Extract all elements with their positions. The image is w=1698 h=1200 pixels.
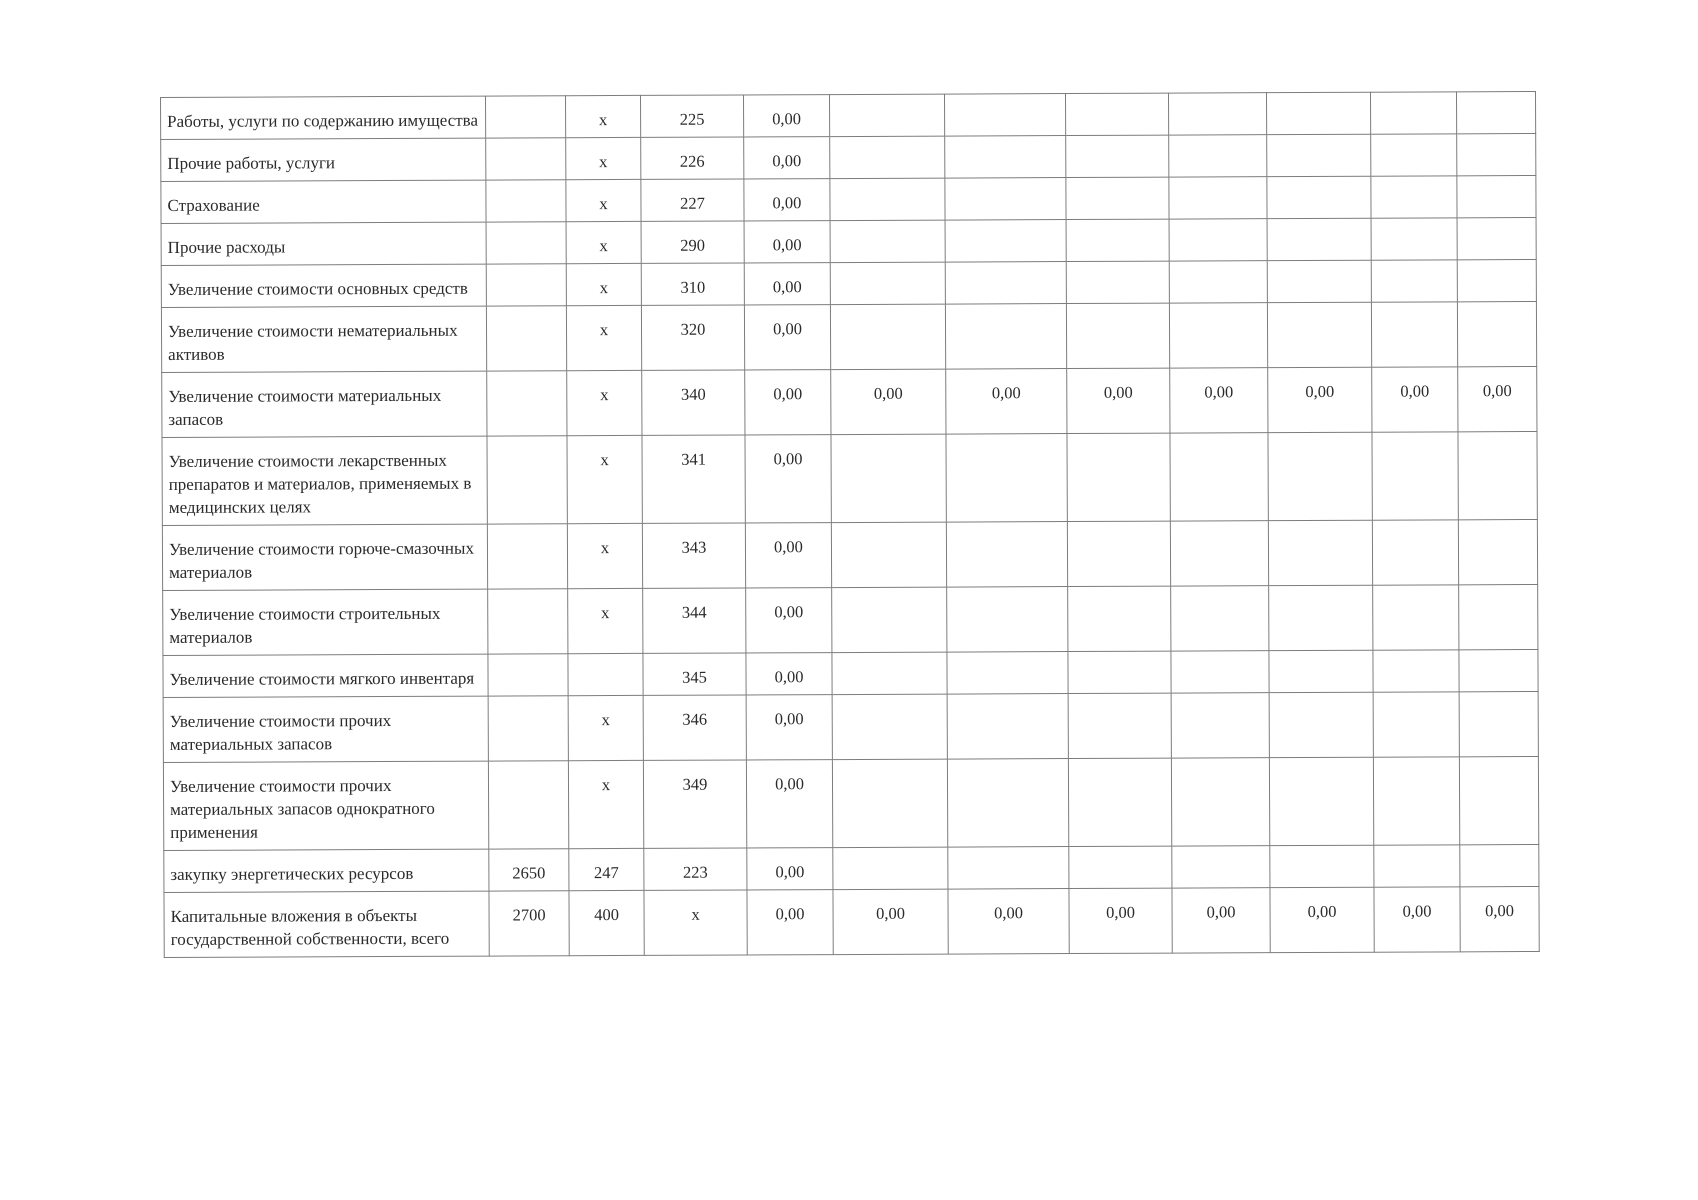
row-value-4 bbox=[1169, 261, 1267, 303]
row-line-code: 2700 bbox=[489, 891, 569, 956]
row-kosgu-code: 320 bbox=[641, 305, 744, 370]
row-value-6 bbox=[1373, 650, 1459, 692]
row-total: 0,00 bbox=[743, 95, 829, 137]
row-kosgu-code: 345 bbox=[643, 653, 746, 695]
row-kosgu-code: 225 bbox=[640, 95, 743, 137]
row-line-code bbox=[486, 264, 566, 306]
row-value-3: 0,00 bbox=[1069, 888, 1172, 953]
row-kvr-code: х bbox=[568, 695, 643, 760]
row-value-1 bbox=[830, 178, 945, 221]
row-value-7 bbox=[1459, 584, 1538, 649]
row-value-7 bbox=[1459, 756, 1538, 844]
row-line-code bbox=[488, 589, 568, 654]
row-value-5 bbox=[1267, 218, 1371, 260]
row-kvr-code: х bbox=[567, 370, 642, 435]
row-kosgu-code: 344 bbox=[643, 588, 746, 653]
row-name: Увеличение стоимости горюче-смазочных материалов bbox=[162, 524, 487, 590]
row-total: 0,00 bbox=[744, 179, 830, 221]
row-line-code bbox=[487, 524, 567, 589]
table-row bbox=[162, 519, 1537, 590]
row-value-1 bbox=[833, 847, 948, 890]
row-kosgu-code: х bbox=[644, 890, 747, 955]
row-value-2: 0,00 bbox=[946, 369, 1067, 435]
row-line-code bbox=[486, 138, 566, 180]
row-kvr-code: х bbox=[566, 263, 641, 305]
row-value-6 bbox=[1373, 692, 1459, 757]
row-kosgu-code: 310 bbox=[641, 263, 744, 305]
row-value-1 bbox=[831, 522, 946, 588]
row-value-2 bbox=[948, 847, 1069, 890]
table-row bbox=[161, 259, 1536, 307]
row-value-4 bbox=[1168, 93, 1266, 135]
row-total: 0,00 bbox=[744, 305, 830, 370]
row-value-5 bbox=[1268, 520, 1372, 585]
row-name: закупку энергетических ресурсов bbox=[164, 849, 489, 892]
table-row bbox=[162, 431, 1537, 525]
row-value-5 bbox=[1267, 134, 1371, 176]
row-value-4 bbox=[1169, 219, 1267, 261]
row-total: 0,00 bbox=[747, 890, 833, 955]
row-value-6 bbox=[1371, 302, 1457, 367]
row-value-7 bbox=[1458, 431, 1537, 519]
row-total: 0,00 bbox=[746, 588, 832, 653]
row-name: Страхование bbox=[161, 180, 486, 223]
row-kvr-code: х bbox=[566, 179, 641, 221]
row-name: Увеличение стоимости нематериальных активов bbox=[161, 306, 486, 372]
row-total: 0,00 bbox=[744, 137, 830, 179]
row-value-7 bbox=[1457, 217, 1536, 259]
row-value-5 bbox=[1269, 585, 1373, 650]
row-line-code bbox=[487, 371, 567, 436]
row-kvr-code: 400 bbox=[569, 890, 644, 955]
row-value-1 bbox=[830, 262, 945, 305]
row-kvr-code: х bbox=[567, 523, 642, 588]
table-row bbox=[161, 133, 1536, 181]
row-value-3 bbox=[1068, 693, 1171, 758]
row-value-3 bbox=[1066, 261, 1169, 303]
row-kvr-code bbox=[568, 653, 643, 695]
row-value-7 bbox=[1460, 844, 1539, 886]
row-value-6 bbox=[1372, 432, 1458, 520]
row-value-4 bbox=[1170, 521, 1268, 586]
table-row bbox=[163, 649, 1538, 697]
row-value-1 bbox=[829, 94, 944, 137]
row-name: Капитальные вложения в объекты государственной собственности, всего bbox=[164, 891, 489, 957]
row-line-code bbox=[485, 96, 565, 138]
row-value-2 bbox=[945, 178, 1066, 221]
row-value-3 bbox=[1066, 219, 1169, 261]
row-value-4 bbox=[1170, 433, 1268, 521]
table-row bbox=[161, 217, 1536, 265]
row-value-4 bbox=[1172, 846, 1270, 888]
row-value-5: 0,00 bbox=[1268, 367, 1372, 432]
row-line-code bbox=[486, 222, 566, 264]
row-value-3 bbox=[1068, 586, 1171, 651]
row-value-2 bbox=[946, 522, 1067, 588]
row-total: 0,00 bbox=[746, 653, 832, 695]
table-row bbox=[164, 886, 1539, 957]
table-body bbox=[161, 91, 1540, 957]
row-value-4 bbox=[1171, 651, 1269, 693]
row-value-3 bbox=[1066, 177, 1169, 219]
row-kosgu-code: 227 bbox=[641, 179, 744, 221]
table-row bbox=[161, 301, 1536, 372]
row-kvr-code: х bbox=[568, 760, 643, 848]
row-value-6: 0,00 bbox=[1374, 887, 1460, 952]
row-value-4 bbox=[1169, 135, 1267, 177]
row-kvr-code: х bbox=[566, 137, 641, 179]
row-kvr-code: х bbox=[566, 221, 641, 263]
row-name: Увеличение стоимости мягкого инвентаря bbox=[163, 654, 488, 697]
row-total: 0,00 bbox=[746, 760, 832, 848]
row-value-1: 0,00 bbox=[833, 889, 948, 955]
row-line-code: 2650 bbox=[489, 849, 569, 891]
row-value-3 bbox=[1066, 135, 1169, 177]
row-value-3 bbox=[1066, 303, 1169, 368]
table-row bbox=[161, 91, 1536, 139]
row-name: Увеличение стоимости прочих материальных запасов bbox=[163, 696, 488, 762]
row-value-6 bbox=[1372, 520, 1458, 585]
row-value-3 bbox=[1067, 433, 1170, 521]
row-value-2 bbox=[947, 587, 1068, 653]
row-value-6 bbox=[1371, 260, 1457, 302]
row-value-6 bbox=[1374, 845, 1460, 887]
row-value-3 bbox=[1068, 651, 1171, 693]
row-value-4 bbox=[1171, 693, 1269, 758]
row-value-3 bbox=[1068, 758, 1171, 846]
row-total: 0,00 bbox=[744, 221, 830, 263]
row-value-2 bbox=[944, 94, 1065, 137]
row-value-4 bbox=[1171, 586, 1269, 651]
row-value-2 bbox=[945, 220, 1066, 263]
row-value-5 bbox=[1266, 92, 1370, 134]
row-value-4: 0,00 bbox=[1170, 368, 1268, 433]
row-value-6: 0,00 bbox=[1372, 367, 1458, 432]
row-value-1 bbox=[832, 759, 947, 848]
row-value-1 bbox=[830, 304, 945, 370]
row-name: Увеличение стоимости лекарственных препаратов и материалов, применяемых в медицинских целях bbox=[162, 436, 487, 525]
row-value-3 bbox=[1069, 846, 1172, 888]
row-name: Увеличение стоимости материальных запасов bbox=[162, 371, 487, 437]
row-value-6 bbox=[1371, 218, 1457, 260]
row-value-5 bbox=[1267, 260, 1371, 302]
row-kosgu-code: 340 bbox=[642, 370, 745, 435]
row-kosgu-code: 223 bbox=[644, 848, 747, 890]
row-total: 0,00 bbox=[745, 435, 831, 523]
row-value-2 bbox=[946, 434, 1067, 523]
row-name: Увеличение стоимости строительных материалов bbox=[163, 589, 488, 655]
row-value-1 bbox=[831, 434, 946, 523]
row-value-5 bbox=[1270, 845, 1374, 887]
table-row bbox=[163, 691, 1538, 762]
row-total: 0,00 bbox=[744, 263, 830, 305]
row-value-7: 0,00 bbox=[1458, 366, 1537, 431]
row-value-7 bbox=[1457, 259, 1536, 301]
row-value-6 bbox=[1371, 176, 1457, 218]
table-row bbox=[163, 756, 1538, 850]
row-value-7 bbox=[1458, 519, 1537, 584]
row-value-2 bbox=[947, 694, 1068, 760]
row-value-5: 0,00 bbox=[1270, 887, 1374, 952]
row-value-6 bbox=[1370, 92, 1456, 134]
row-total: 0,00 bbox=[745, 523, 831, 588]
row-kosgu-code: 343 bbox=[642, 523, 745, 588]
row-value-6 bbox=[1373, 585, 1459, 650]
row-name: Увеличение стоимости прочих материальных запасов однократного применения bbox=[163, 761, 488, 850]
row-total: 0,00 bbox=[747, 848, 833, 890]
row-name: Прочие расходы bbox=[161, 222, 486, 265]
row-value-3 bbox=[1067, 521, 1170, 586]
table-row bbox=[163, 584, 1538, 655]
row-value-4 bbox=[1169, 303, 1267, 368]
row-value-5 bbox=[1267, 176, 1371, 218]
budget-table bbox=[160, 91, 1540, 958]
row-name: Работы, услуги по содержанию имущества bbox=[161, 96, 486, 139]
row-total: 0,00 bbox=[746, 695, 832, 760]
row-value-7 bbox=[1457, 133, 1536, 175]
row-line-code bbox=[488, 696, 568, 761]
row-value-7 bbox=[1457, 301, 1536, 366]
table-row bbox=[161, 175, 1536, 223]
row-value-7 bbox=[1459, 649, 1538, 691]
row-line-code bbox=[486, 306, 566, 371]
row-kosgu-code: 346 bbox=[643, 695, 746, 760]
row-value-7 bbox=[1456, 91, 1535, 133]
row-kvr-code: х bbox=[565, 95, 640, 137]
row-line-code bbox=[486, 180, 566, 222]
row-kosgu-code: 226 bbox=[641, 137, 744, 179]
row-value-4 bbox=[1171, 758, 1269, 846]
row-total: 0,00 bbox=[745, 370, 831, 435]
row-kvr-code: х bbox=[566, 305, 641, 370]
row-value-6 bbox=[1371, 134, 1457, 176]
row-value-5 bbox=[1267, 302, 1371, 367]
row-kosgu-code: 290 bbox=[641, 221, 744, 263]
row-kosgu-code: 341 bbox=[642, 435, 745, 523]
row-value-5 bbox=[1269, 692, 1373, 757]
row-value-4 bbox=[1169, 177, 1267, 219]
row-value-1 bbox=[830, 136, 945, 179]
row-value-2 bbox=[945, 304, 1066, 370]
row-value-7 bbox=[1459, 691, 1538, 756]
row-kvr-code: 247 bbox=[569, 848, 644, 890]
row-name: Увеличение стоимости основных средств bbox=[161, 264, 486, 307]
row-value-4: 0,00 bbox=[1172, 888, 1270, 953]
row-line-code bbox=[488, 654, 568, 696]
row-kvr-code: х bbox=[568, 588, 643, 653]
row-value-1 bbox=[832, 587, 947, 653]
row-name: Прочие работы, услуги bbox=[161, 138, 486, 181]
row-value-5 bbox=[1269, 650, 1373, 692]
row-value-2 bbox=[947, 652, 1068, 695]
row-value-1 bbox=[832, 694, 947, 760]
table-row bbox=[164, 844, 1539, 892]
row-line-code bbox=[488, 761, 568, 849]
row-value-5 bbox=[1268, 432, 1372, 520]
row-kosgu-code: 349 bbox=[643, 760, 746, 848]
table-row bbox=[162, 366, 1537, 437]
row-value-2 bbox=[947, 759, 1068, 848]
row-line-code bbox=[487, 436, 567, 524]
row-value-1 bbox=[832, 652, 947, 695]
row-value-7 bbox=[1457, 175, 1536, 217]
row-value-2 bbox=[945, 262, 1066, 305]
row-value-1 bbox=[830, 220, 945, 263]
row-value-1: 0,00 bbox=[831, 369, 946, 435]
row-value-3: 0,00 bbox=[1067, 368, 1170, 433]
row-kvr-code: х bbox=[567, 435, 642, 523]
row-value-2: 0,00 bbox=[948, 889, 1069, 955]
row-value-6 bbox=[1373, 757, 1459, 845]
row-value-5 bbox=[1269, 757, 1373, 845]
row-value-2 bbox=[945, 136, 1066, 179]
row-value-3 bbox=[1065, 93, 1168, 135]
row-value-7: 0,00 bbox=[1460, 886, 1539, 951]
